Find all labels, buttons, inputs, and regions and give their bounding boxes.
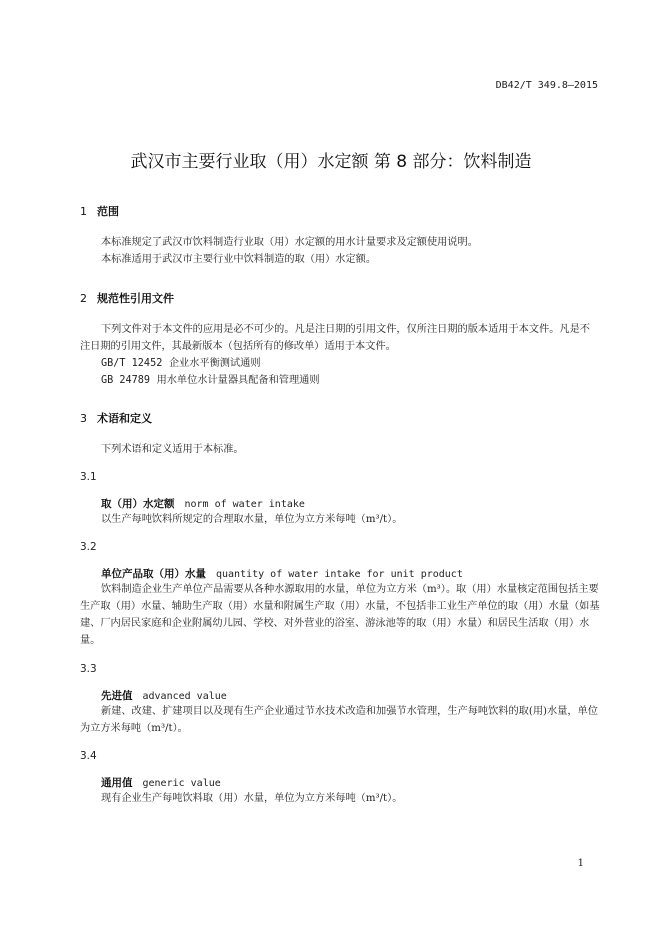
term-english: norm of water intake [184,499,305,510]
section-title: 术语和定义 [97,412,152,425]
references-intro-paragraph: 下列文件对于本文件的应用是必不可少的。凡是注日期的引用文件，仅所注日期的版本适用于本文件。凡是不注日期的引用文件，其最新版本（包括所有的修改单）适用于本文件。 [80,324,590,352]
document-title: 武汉市主要行业取（用）水定额 第 8 部分：饮料制造 [130,152,532,172]
term-definition: 现有企业生产每吨饮料取（用）水量，单位为立方米每吨（m³/t）。 [101,793,403,804]
clause-number: 3.4 [80,750,97,762]
term-entry [101,566,463,581]
section-title: 范围 [97,205,119,218]
reference-title: 用水单位水计量器具配备和管理通则 [156,375,320,386]
document-code: DB42/T 349.8—2015 [495,80,598,91]
section-heading-scope [80,203,119,219]
section-heading-terms [80,410,152,426]
term-definition: 饮料制造企业生产单位产品需要从各种水源取用的水量，单位为立方米（m³）。取（用）水量核定范围包括主要生产取（用）水量、辅助生产取（用）水量和附属生产取（用）水量，不包括非工业生产单位的取（用）水量（如基建、厂内居民家庭和企业附属幼儿园、学校、对外营业的浴室、游泳池等的取（用）水量）和居民生活取（用）水量。 [80,584,600,646]
clause-number: 3.3 [80,663,97,675]
clause-number: 3.1 [80,471,97,483]
term-definition: 新建、改建、扩建项目以及现有生产企业通过节水技术改造和加强节水管理，生产每吨饮料的取(用)水量，单位为立方米每吨（m³/t）。 [80,706,598,734]
term-english: generic value [142,778,221,789]
page-number: 1 [577,858,584,869]
section-number: 2 [80,292,87,305]
scope-paragraph-1: 本标准规定了武汉市饮料制造行业取（用）水定额的用水计量要求及定额使用说明。 [101,237,478,248]
reference-title: 企业水平衡测试通则 [168,358,261,369]
term-chinese: 先进值 [101,690,133,702]
term-english: quantity of water intake for unit product [216,569,463,580]
reference-item [101,355,261,372]
term-chinese: 单位产品取（用）水量 [101,568,206,580]
term-english: advanced value [142,691,227,702]
section-title: 规范性引用文件 [97,292,174,305]
term-entry [101,688,227,703]
section-heading-normative-references [80,290,174,306]
section-number: 1 [80,205,87,218]
scope-paragraph-2: 本标准适用于武汉市主要行业中饮料制造的取（用）水定额。 [101,254,377,265]
term-chinese: 通用值 [101,777,133,789]
term-entry [101,775,221,790]
clause-number: 3.2 [80,541,97,553]
section-number: 3 [80,412,87,425]
reference-code: GB/T 12452 [101,358,163,369]
term-chinese: 取（用）水定额 [101,498,175,510]
reference-code: GB 24789 [101,375,151,386]
term-definition: 以生产每吨饮料所规定的合理取水量，单位为立方米每吨（m³/t）。 [101,514,403,525]
term-entry [101,496,305,511]
terms-intro-paragraph: 下列术语和定义适用于本标准。 [101,444,244,455]
reference-item [101,372,320,389]
